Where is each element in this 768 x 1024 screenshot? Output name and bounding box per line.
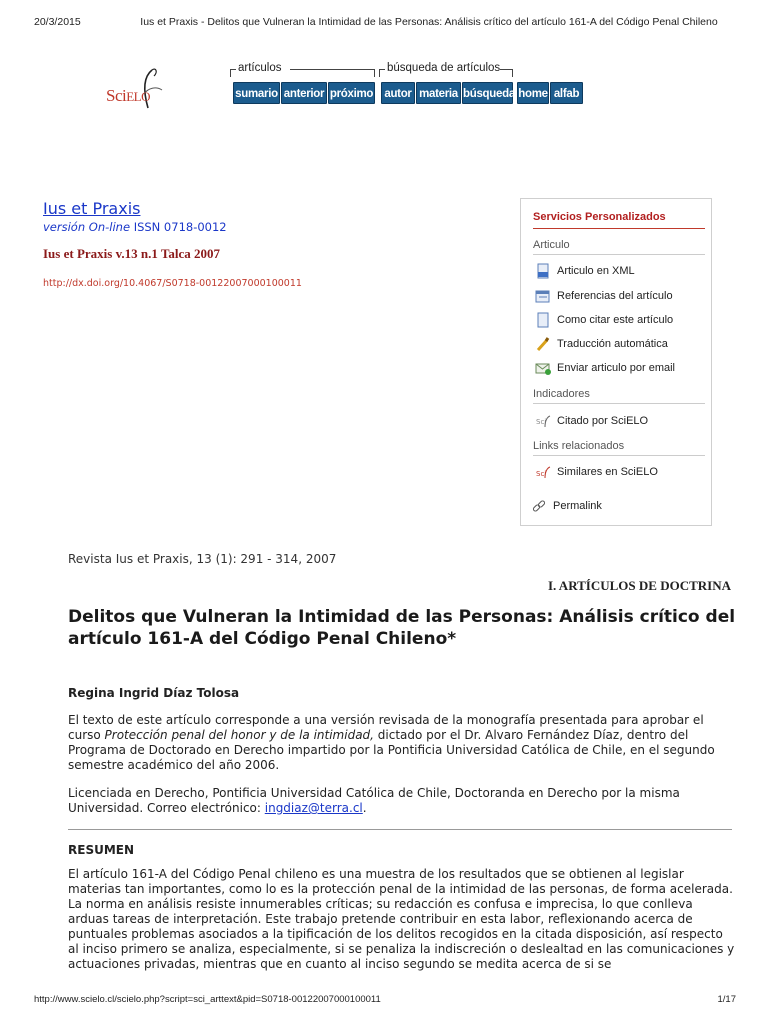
print-date: 20/3/2015 bbox=[34, 16, 81, 28]
translation-link[interactable] bbox=[535, 335, 668, 353]
xml-article-label: Articulo en XML bbox=[557, 265, 635, 277]
references-icon bbox=[535, 288, 551, 304]
xml-document-icon bbox=[535, 263, 551, 279]
article-section-heading: I. ARTÍCULOS DE DOCTRINA bbox=[547, 578, 731, 593]
permalink-link[interactable] bbox=[531, 497, 602, 515]
busqueda-button[interactable]: búsqueda bbox=[462, 82, 513, 104]
author-email-link[interactable]: ingdiaz@terra.cl bbox=[264, 801, 363, 815]
email-icon bbox=[535, 360, 551, 376]
journal-version-label: versión On-line bbox=[43, 220, 131, 234]
article-author: Regina Ingrid Díaz Tolosa bbox=[68, 686, 240, 700]
logo-text-sci: Sci bbox=[106, 86, 127, 105]
svg-text:Sci: Sci bbox=[536, 418, 547, 426]
journal-issn-value: ISSN 0718-0012 bbox=[133, 220, 227, 234]
article-citation: Revista Ius et Praxis, 13 (1): 291 - 314, 2007 bbox=[68, 552, 337, 566]
doi-link[interactable]: http://dx.doi.org/10.4067/S0718-00122007000100011 bbox=[43, 278, 302, 289]
nav-group-articulos-label: artículos bbox=[238, 62, 282, 74]
resumen-heading: RESUMEN bbox=[68, 843, 135, 857]
references-label: Referencias del artículo bbox=[557, 290, 673, 302]
references-link[interactable] bbox=[535, 287, 673, 305]
scielo-cited-icon bbox=[535, 413, 551, 429]
email-article-label: Enviar articulo por email bbox=[557, 362, 675, 374]
author-note-course: Protección penal del honor y de la intimidad, bbox=[104, 728, 374, 742]
similar-in-scielo-link[interactable] bbox=[535, 463, 658, 481]
affiliation-end: . bbox=[362, 801, 367, 815]
autor-button[interactable]: autor bbox=[381, 82, 415, 104]
nav-group-busqueda-label: búsqueda de artículos bbox=[387, 62, 501, 74]
journal-name-link[interactable]: Ius et Praxis bbox=[43, 199, 141, 218]
email-article-link[interactable] bbox=[535, 359, 675, 377]
section-links-heading: Links relacionados bbox=[533, 440, 625, 452]
journal-issn bbox=[43, 220, 227, 234]
author-note-text-b: dictado por el Dr. Alvaro Fernández Díaz, dentro del Programa de Doctorado en Derecho impartido por la Pontificia Universidad Católica de Chile, en el segundo semestre académico del año 2006. bbox=[68, 728, 715, 772]
article-title: Delitos que Vulneran la Intimidad de las Personas: Análisis crítico del artículo 161-A del Código Penal Chileno* bbox=[68, 607, 736, 649]
alfab-button[interactable]: alfab bbox=[550, 82, 583, 104]
xml-article-link[interactable] bbox=[535, 262, 635, 280]
print-page-number: 1/17 bbox=[717, 994, 736, 1005]
section-divider bbox=[68, 829, 732, 830]
affiliation-text: Licenciada en Derecho, Pontificia Universidad Católica de Chile, Doctoranda en Derecho por la misma Universidad. Correo electrónico: bbox=[68, 786, 680, 815]
author-affiliation-paragraph bbox=[68, 786, 736, 816]
section-indicadores-heading: Indicadores bbox=[533, 388, 590, 400]
section-articulo-heading: Articulo bbox=[533, 239, 570, 251]
cited-by-scielo-label: Citado por SciELO bbox=[557, 415, 649, 427]
citation-document-icon bbox=[535, 312, 551, 328]
services-panel bbox=[520, 198, 712, 526]
similar-in-scielo-label: Similares en SciELO bbox=[557, 466, 658, 478]
journal-volume: Ius et Praxis v.13 n.1 Talca 2007 bbox=[43, 246, 220, 261]
sumario-button[interactable]: sumario bbox=[233, 82, 280, 104]
translate-pencil-icon bbox=[535, 336, 551, 352]
cited-by-scielo-link[interactable] bbox=[535, 412, 648, 430]
permalink-label: Permalink bbox=[553, 500, 602, 512]
article-navigation bbox=[230, 62, 590, 106]
proximo-button[interactable]: próximo bbox=[328, 82, 375, 104]
translation-label: Traducción automática bbox=[557, 338, 668, 350]
permalink-chain-icon bbox=[531, 498, 547, 514]
cite-article-link[interactable] bbox=[535, 311, 673, 329]
services-title: Servicios Personalizados bbox=[533, 211, 666, 223]
svg-text:Sci: Sci bbox=[536, 470, 547, 478]
scielo-logo[interactable] bbox=[104, 64, 174, 114]
logo-text-elo: ELO bbox=[126, 89, 151, 104]
cite-article-label: Como citar este artículo bbox=[557, 314, 674, 326]
materia-button[interactable]: materia bbox=[416, 82, 461, 104]
author-note-text-a: El texto de este artículo corresponde a una versión revisada de la monografía presentada para aprobar el curso bbox=[68, 713, 704, 742]
scielo-similar-icon bbox=[535, 464, 551, 480]
anterior-button[interactable]: anterior bbox=[281, 82, 327, 104]
print-url: http://www.scielo.cl/scielo.php?script=sci_arttext&pid=S0718-00122007000100011 bbox=[34, 994, 381, 1005]
home-button[interactable]: home bbox=[517, 82, 549, 104]
print-page-title: Ius et Praxis - Delitos que Vulneran la Intimidad de las Personas: Análisis crítico del artículo 161-A del Código Penal Chileno bbox=[140, 16, 718, 28]
resumen-paragraph: El artículo 161-A del Código Penal chileno es una muestra de los resultados que se obtienen al legislar materias tan importantes, como lo es la protección penal de la intimidad de las personas, de forma acelerada. La norma en análisis resiste innumerables críticas; su redacción es confusa e imprecisa, lo que conlleva arduas tareas de interpretación. Este trabajo pretende contribuir en esta labor, reflexionando acerca de puntuales problemas asociados a la tipificación de los delitos recogidos en la citada disposición, así respecto al inciso primero se analiza, especialmente, si se penaliza la indiscreción o deslealtad en las comunicaciones y actuaciones privadas, mientras que en cuanto al inciso segundo se medita acerca de si se bbox=[68, 867, 735, 971]
author-note-paragraph bbox=[68, 713, 736, 773]
